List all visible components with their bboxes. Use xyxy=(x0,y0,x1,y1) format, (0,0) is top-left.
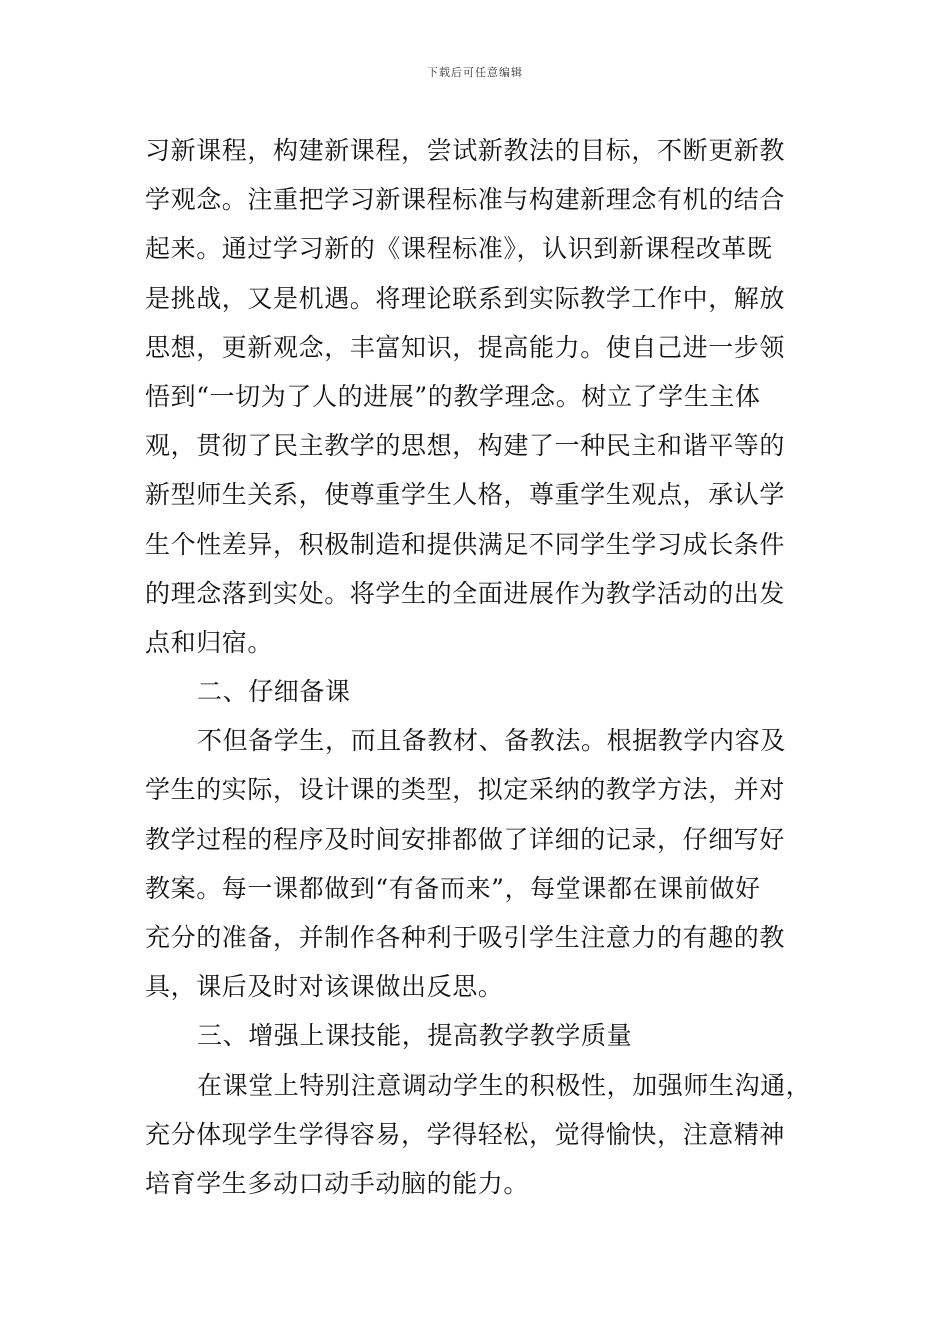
text-line: 在课堂上特别注意调动学生的积极性，加强师生沟通， xyxy=(197,1070,812,1100)
section-heading: 三、增强上课技能，提高教学教学质量 xyxy=(197,1021,633,1051)
text-line: 观，贯彻了民主教学的思想，构建了一种民主和谐平等的 xyxy=(145,431,786,461)
text-line: 生个性差异，积极制造和提供满足不同学生学习成长条件 xyxy=(145,529,786,559)
text-line: 教案。每一课都做到“有备而来”，每堂课都在课前做好 xyxy=(145,873,761,903)
text-line: 不但备学生，而且备教材、备教法。根据教学内容及 xyxy=(197,726,786,756)
text-line: 点和归宿。 xyxy=(145,627,274,657)
text-line: 充分的准备，并制作各种利于吸引学生注意力的有趣的教 xyxy=(145,923,786,952)
text-line: 培育学生多动口动手动脑的能力。 xyxy=(145,1168,530,1198)
text-line: 具，课后及时对该课做出反思。 xyxy=(145,972,504,1002)
section-heading: 二、仔细备课 xyxy=(197,677,351,707)
text-line: 新型师生关系，使尊重学生人格，尊重学生观点，承认学 xyxy=(145,480,786,510)
text-line: 起来。通过学习新的《课程标准》，认识到新课程改革既 xyxy=(145,234,773,264)
text-line: 思想，更新观念，丰富知识，提高能力。使自己进一步领 xyxy=(145,332,786,362)
text-line: 悟到“一切为了人的进展”的教学理念。树立了学生主体 xyxy=(145,381,761,411)
text-line: 习新课程，构建新课程，尝试新教法的目标，不断更新教 xyxy=(145,136,786,165)
document-body xyxy=(145,126,825,1208)
text-line: 教学过程的程序及时间安排都做了详细的记录，仔细写好 xyxy=(145,824,786,854)
text-line: 学生的实际，设计课的类型，拟定采纳的教学方法，并对 xyxy=(145,775,786,805)
text-line: 是挑战，又是机遇。将理论联系到实际教学工作中，解放 xyxy=(145,283,786,313)
page-header: 下载后可任意编辑 xyxy=(427,66,523,79)
text-line: 的理念落到实处。将学生的全面进展作为教学活动的出发 xyxy=(145,578,786,608)
text-line: 充分体现学生学得容易，学得轻松，觉得愉快，注意精神 xyxy=(145,1119,786,1149)
text-line: 学观念。注重把学习新课程标准与构建新理念有机的结合 xyxy=(145,185,786,215)
